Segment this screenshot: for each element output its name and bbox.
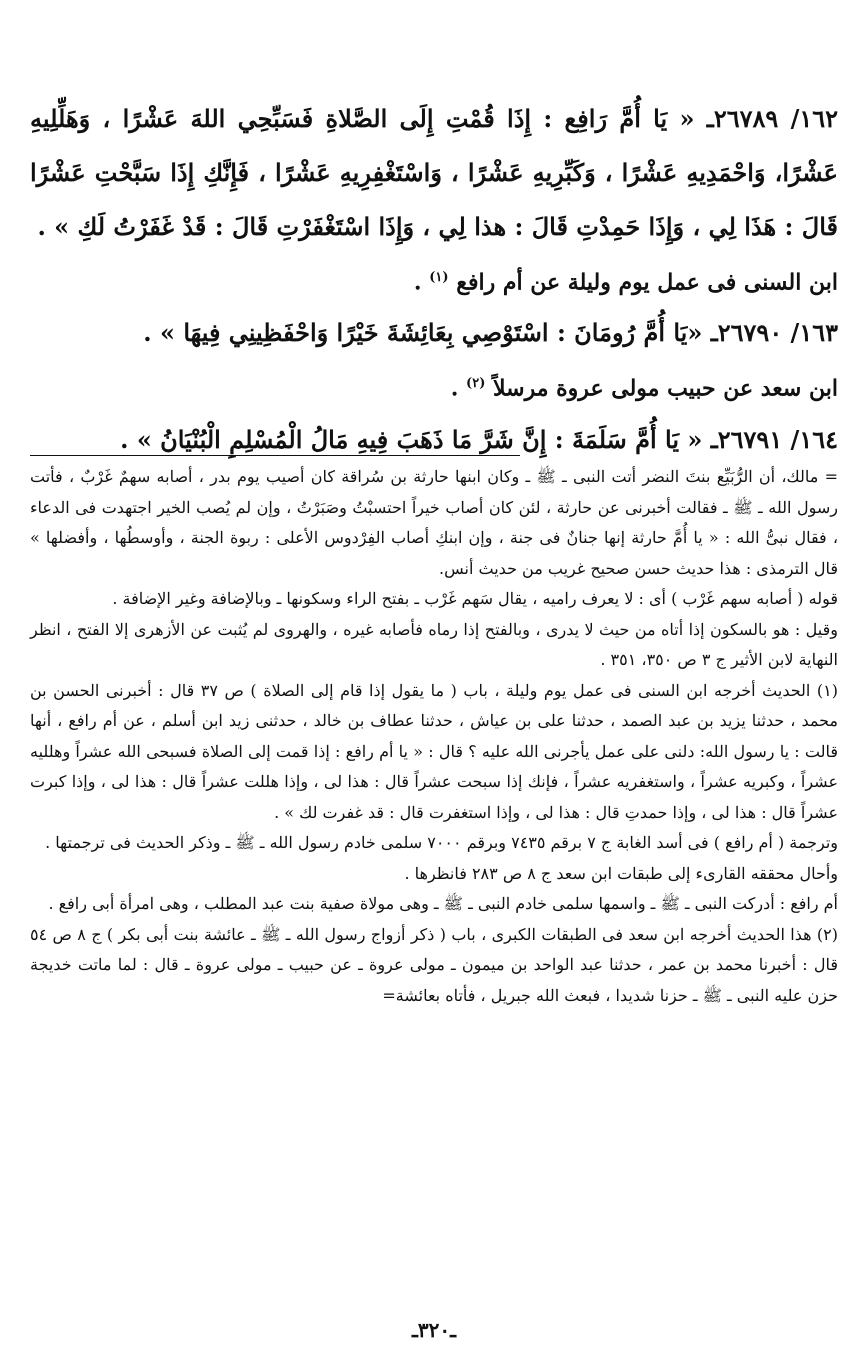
- hadith-164: ١٦٤/ ٢٦٧٩١ـ « يَا أُمَّ سَلَمَةَ : إِنَّ شَرَّ مَا ذَهَبَ فِيهِ مَالُ الْمُسْلِمِ الْبُنْيَانُ » .: [120, 424, 838, 454]
- source-text: ابن سعد عن حبيب مولى عروة مرسلاً: [493, 375, 838, 402]
- footnote-2: (٢) هذا الحديث أخرجه ابن سعد فى الطبقات الكبرى ، باب ( ذكر أزواج رسول الله ـ ﷺ ـ عائشة بنت أبى بكر ) ج ٨ ص ٥٤ قال : أخبرنا محمد بن عمر ، حدثنا عبد الواحد بن ميمون ـ مولى عروة ـ عن حبيب ـ مولى عروة ـ قال : لما ماتت خديجة حزن عليه النبى ـ ﷺ ـ حزنا شديدا ، فبعث الله جبريل ، فأتاه بعائشة=: [30, 924, 839, 1005]
- footnote-divider: [30, 455, 520, 456]
- footnote-ref-1[interactable]: (١): [429, 270, 449, 285]
- footnote-continuation: = مالك، أن الرُّبَيِّع بنتَ النضر أتت النبى ـ ﷺ ـ وكان ابنها حارثة بن سُراقة كان أصيب يوم بدر ، أصابه سهمٌ غَرْبٌ ، فأتت رسول الله ـ ﷺ ـ فقالت أخبرنى عن حارثة ، لئن كان أصاب خيراً احتسبْتُ وصَبَرْتُ ، وإن لم يُصب الخير اجتهدت فى الدعاء ، فقال نبىُّ الله : « يا أُمَّ حارثة إنها جنانٌ فى جنة ، وإن ابنكِ أصاب الفِرْدوس الأعلى : ربوة الجنة ، وأوسطُها ، وأفضلها » قال الترمذى : هذا حديث حسن صحيح غريب من حديث أنس.: [30, 467, 839, 578]
- footnotes-section: [30, 462, 838, 1011]
- footnote-1-translation: وترجمة ( أم رافع ) فى أسد الغابة ج ٧ برقم ٧٤٣٥ وبرقم ٧٠٠٠ سلمى خادم رسول الله ـ ﷺ ـ وذكر الحديث فى ترجمتها .: [45, 833, 838, 852]
- page-number: ـ٣٢٠ـ: [412, 1318, 456, 1342]
- hadith-162: ١٦٢/ ٢٦٧٨٩ـ « يَا أُمَّ رَافِع : إِذَا قُمْتِ إِلَى الصَّلاةِ فَسَبِّحِي اللهَ عَشْرًا ، وَهَلِّلِيهِ عَشْرًا، وَاحْمَدِيهِ عَشْرًا ، وَكَبِّرِيهِ عَشْرًا ، وَاسْتَغْفِرِيهِ عَشْرًا ، فَإِنَّكِ إِذَا سَبَّحْتِ عَشْرًا قَالَ : هَذَا لِي ، وَإِذَا حَمِدْتِ قَالَ : هذا لِي ، وَإِذَا اسْتَغْفَرْتِ قَالَ : قَدْ غَفَرْتُ لَكِ » .: [30, 104, 839, 241]
- hadith-section: [30, 92, 838, 467]
- hadith-163: ١٦٣/ ٢٦٧٩٠ـ «يَا أُمَّ رُومَانَ : اسْتَوْصِي بِعَائِشَةَ خَيْرًا وَاحْفَظِينِي فِيهَا » .: [143, 318, 838, 348]
- footnote-gloss: قوله ( أصابه سهم غَرْب ) أى : لا يعرف راميه ، يقال سَهم غَرْب ـ بفتح الراء وسكونها ـ وبالإضافة وغير الإضافة .: [112, 589, 838, 608]
- document-page: [30, 0, 838, 1357]
- hadith-163-source: ابن سعد عن حبيب مولى عروة مرسلاً $^{(٢)}$ .: [450, 375, 838, 402]
- footnote-gloss-2: وقيل : هو بالسكون إذا أتاه من حيث لا يدرى ، وبالفتح إذا رماه فأصابه غيره ، والهروى لم يُثبت عن الأزهرى إلا الفتح ، انظر النهاية لابن الأثير ج ٣ ص ٣٥٠، ٣٥١ .: [30, 619, 838, 669]
- hadith-162-source: ابن السنى فى عمل يوم وليلة عن أم رافع $^{(١)}$ .: [413, 269, 838, 296]
- source-text: ابن السنى فى عمل يوم وليلة عن أم رافع: [456, 269, 838, 296]
- footnote-1-bio: أم رافع : أدركت النبى ـ ﷺ ـ واسمها سلمى خادم النبى ـ ﷺ ـ وهى مولاة صفية بنت عبد المطلب ، وهى امرأة أبى رافع .: [48, 894, 838, 913]
- footnote-1: (١) الحديث أخرجه ابن السنى فى عمل يوم وليلة ، باب ( ما يقول إذا قام إلى الصلاة ) ص ٣٧ قال : أخبرنى الحسن بن محمد ، حدثنا يزيد بن عبد الصمد ، حدثنا على بن عياش ، حدثنا عطاف بن خالد ، حدثنى زيد ابن أسلم ، عن أم رافع ، أنها قالت : يا رسول الله: دلنى على عمل يأجرنى الله عليه ؟ قال : « يا أم رافع : إذا قمت إلى الصلاة فسبحى الله عشراً وهلليه عشراً ، وكبريه عشراً ، واستغفريه عشراً ، فإنك إذا سبحت عشراً قال : هذا لى ، وإذا هللت عشراً قال : هذا لى ، وإذا كبرت عشراً قال : هذا لى ، وإذا حمدتِ قال : هذا لى ، وإذا استغفرت قال : قد غفرت لك » .: [30, 680, 839, 822]
- footnote-ref-2[interactable]: (٢): [466, 376, 486, 392]
- footnote-1-reference: وأحال محققه القارىء إلى طبقات ابن سعد ج ٨ ص ٢٨٣ فانظرها .: [404, 863, 838, 883]
